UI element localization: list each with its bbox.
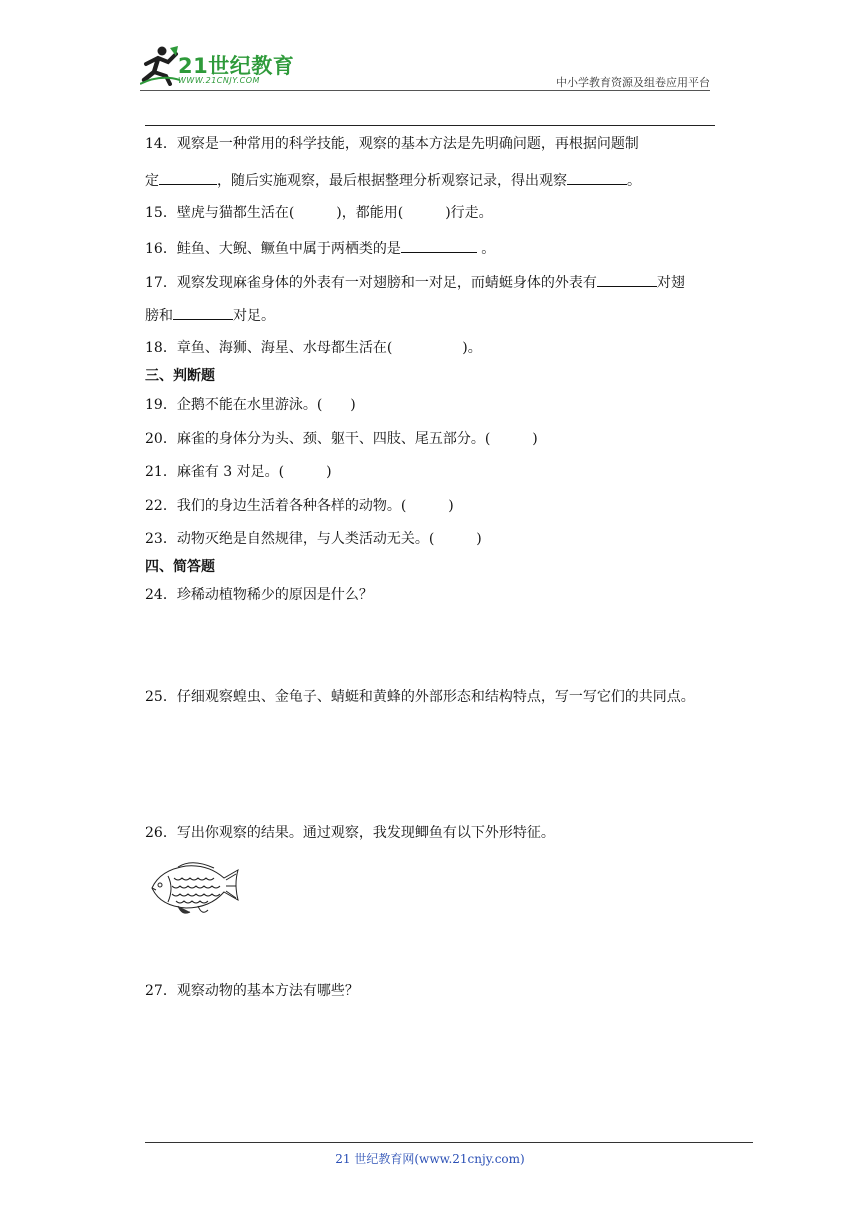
crucian-carp-fish-drawing — [148, 858, 244, 922]
answer-blank[interactable] — [597, 272, 657, 287]
question-24: 24．珍稀动植物稀少的原因是什么？ — [145, 587, 373, 603]
section-heading-short-answer: 四、简答题 — [145, 559, 215, 575]
question-15: 15．壁虎与猫都生活在( )，都能用( )行走。 — [145, 205, 493, 221]
footer-link[interactable]: 21 世纪教育网(www.21cnjy.com) — [335, 1152, 525, 1166]
answer-blank[interactable] — [401, 238, 477, 253]
answer-blank[interactable] — [173, 305, 233, 320]
footer-divider — [145, 1142, 753, 1143]
question-27: 27．观察动物的基本方法有哪些？ — [145, 983, 359, 999]
answer-blank[interactable] — [567, 170, 627, 185]
question-17-text-b: 对翅 — [656, 275, 685, 291]
question-18: 18．章鱼、海狮、海星、水母都生活在( )。 — [145, 340, 482, 356]
answer-blank[interactable] — [159, 170, 217, 185]
platform-name: 中小学教育资源及组卷应用平台 — [556, 76, 710, 89]
question-17-line-2 — [145, 305, 275, 325]
question-21: 21．麻雀有 3 对足。( ) — [145, 464, 332, 480]
running-man-logo-icon — [140, 44, 180, 86]
content-top-rule — [145, 125, 715, 126]
question-17-text-c: 膀和 — [145, 308, 173, 324]
question-23: 23．动物灭绝是自然规律，与人类活动无关。( ) — [145, 531, 482, 547]
question-14-text-c: 。 — [627, 173, 641, 189]
section-heading-judgement: 三、判断题 — [145, 368, 215, 384]
question-14-line-2 — [145, 170, 641, 190]
site-logo — [140, 44, 310, 90]
header-divider — [140, 90, 710, 91]
question-14-line-1: 14．观察是一种常用的科学技能，观察的基本方法是先明确问题，再根据问题制 — [145, 136, 639, 152]
logo-url: WWW.21CNJY.COM — [178, 76, 260, 85]
question-17-text-d: 对足。 — [233, 308, 275, 324]
question-17-line-1 — [145, 272, 685, 292]
question-20: 20．麻雀的身体分为头、颈、躯干、四肢、尾五部分。( ) — [145, 431, 538, 447]
question-16-text-b: 。 — [476, 241, 496, 257]
question-25: 25．仔细观察蝗虫、金龟子、蜻蜓和黄蜂的外部形态和结构特点，写一写它们的共同点。 — [145, 689, 695, 705]
question-14-text-a: 定 — [145, 173, 159, 189]
question-19: 19．企鹅不能在水里游泳。( ) — [145, 397, 356, 413]
question-16-text-a: 16．鲑鱼、大鲵、鳜鱼中属于两栖类的是 — [145, 241, 401, 257]
question-14-text-b: ，随后实施观察，最后根据整理分析观察记录，得出观察 — [217, 173, 567, 189]
question-17-text-a: 17．观察发现麻雀身体的外表有一对翅膀和一对足，而蜻蜓身体的外表有 — [145, 275, 597, 291]
question-16 — [145, 238, 495, 258]
question-26: 26．写出你观察的结果。通过观察，我发现鲫鱼有以下外形特征。 — [145, 825, 555, 841]
question-22: 22．我们的身边生活着各种各样的动物。( ) — [145, 498, 454, 514]
logo-text: 21世纪教育 — [178, 54, 295, 78]
